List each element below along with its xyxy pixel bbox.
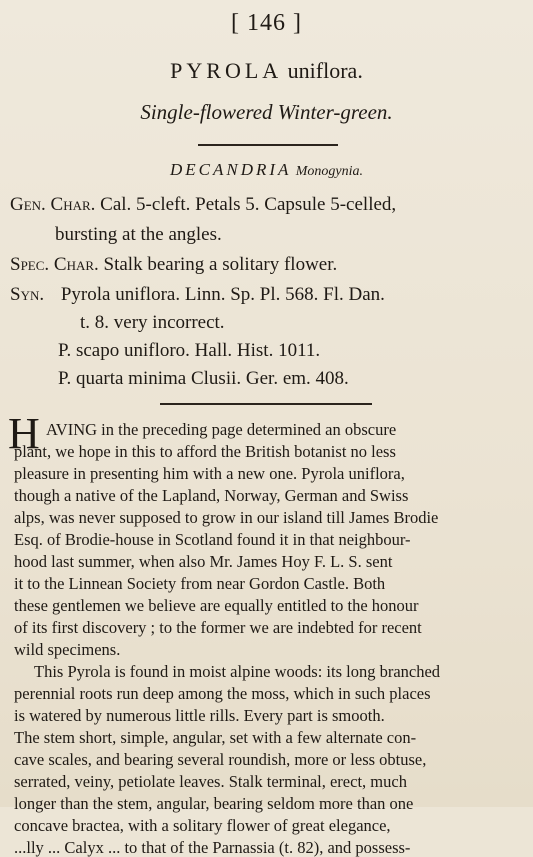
- page-number: [ 146 ]: [231, 10, 302, 36]
- body-line: perennial roots run deep among the moss, which in such places: [14, 684, 431, 703]
- synonym-label: Syn.: [10, 284, 45, 305]
- body-line: longer than the stem, angular, bearing seldom more than one: [14, 794, 414, 813]
- body-line: it to the Linnean Society from near Gordon Castle. Both: [14, 574, 386, 593]
- body-line: wild specimens.: [14, 640, 121, 659]
- body-line: Esq. of Brodie-house in Scotland found it in that neighbour-: [14, 530, 411, 549]
- title-divider: [198, 144, 338, 146]
- body-line: The stem short, simple, angular, set with a few alternate con-: [14, 728, 417, 747]
- linnaean-class: DECANDRIA: [170, 160, 292, 179]
- drop-cap: H: [8, 409, 40, 458]
- body-line: these gentlemen we believe are equally entitled to the honour: [14, 596, 419, 615]
- genus-name: PYROLA: [170, 58, 283, 83]
- body-line: plant, we hope in this to afford the British botanist no less: [14, 442, 396, 461]
- classification: [0, 160, 533, 180]
- body-line: alps, was never supposed to grow in our island till James Brodie: [14, 508, 439, 527]
- body-line: hood last summer, when also Mr. James Hoy F. L. S. sent: [14, 552, 393, 571]
- gen-char-label: Gen. Char.: [10, 194, 96, 215]
- spec-char-label: Spec. Char.: [10, 254, 99, 275]
- body-line: cave scales, and bearing several roundish, more or less obtuse,: [14, 750, 427, 769]
- synonym-line-2: t. 8. very incorrect.: [80, 312, 225, 333]
- body-line: AVING in the preceding page determined an obscure: [46, 420, 397, 439]
- spec-char-text: Stalk bearing a solitary flower.: [103, 254, 338, 275]
- body-line: of its first discovery ; to the former we are indebted for recent: [14, 618, 422, 637]
- gen-char-line-1: [10, 194, 396, 216]
- body-line: is watered by numerous little rills. Every part is smooth.: [14, 706, 385, 725]
- synonym-line-4: P. quarta minima Clusii. Ger. em. 408.: [58, 368, 349, 389]
- body-line: This Pyrola is found in moist alpine woods: its long branched: [34, 662, 441, 681]
- body-line: ...lly ... Calyx ... to that of the Parnassia (t. 82), and possess-: [14, 838, 411, 857]
- gen-char-line-2: bursting at the angles.: [55, 224, 222, 245]
- body-line: though a native of the Lapland, Norway, German and Swiss: [14, 486, 409, 505]
- synonym-text-1: Pyrola uniflora. Linn. Sp. Pl. 568. Fl. Dan.: [60, 284, 385, 305]
- body-line: pleasure in presenting him with a new one. Pyrola uniflora,: [14, 464, 405, 483]
- synonym-line-1: [10, 284, 385, 306]
- body-line: serrated, veiny, petiolate leaves. Stalk terminal, erect, much: [14, 772, 407, 791]
- body-line: concave bractea, with a solitary flower of great elegance,: [14, 816, 391, 835]
- spec-char-line: [10, 254, 337, 276]
- synonym-line-3: P. scapo unifloro. Hall. Hist. 1011.: [58, 340, 321, 361]
- species-name: uniflora.: [287, 58, 363, 83]
- linnaean-order: Monogynia.: [295, 164, 363, 179]
- common-name: Single-flowered Winter-green.: [140, 100, 393, 124]
- section-divider: [160, 403, 372, 405]
- page-title: [0, 58, 533, 84]
- gen-char-text-1: Cal. 5-cleft. Petals 5. Capsule 5-celled,: [100, 194, 397, 215]
